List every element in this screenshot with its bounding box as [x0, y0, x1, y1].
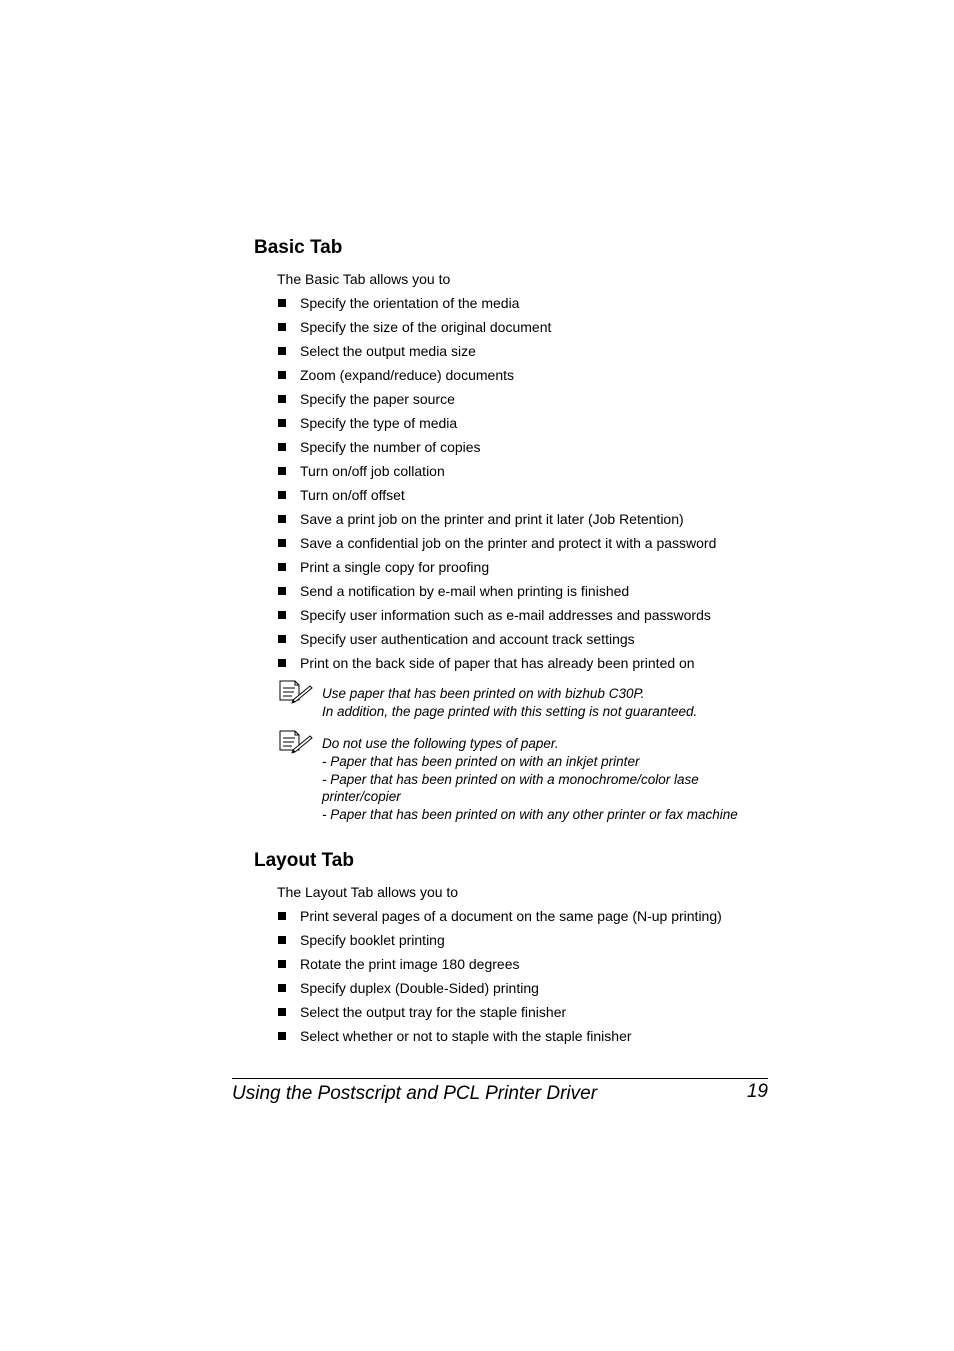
- square-bullet-icon: [278, 912, 286, 920]
- note-text: [322, 685, 697, 721]
- square-bullet-icon: [278, 635, 286, 643]
- list-item-text: Print on the back side of paper that has already been printed on: [300, 655, 695, 671]
- square-bullet-icon: [278, 467, 286, 475]
- note-text: [322, 735, 738, 824]
- list-item-text: Specify duplex (Double-Sided) printing: [300, 980, 539, 996]
- square-bullet-icon: [278, 984, 286, 992]
- square-bullet-icon: [278, 323, 286, 331]
- list-item-text: Specify the type of media: [300, 415, 458, 431]
- note-pencil-icon: [278, 680, 314, 704]
- square-bullet-icon: [278, 299, 286, 307]
- list-item-text: Send a notification by e-mail when printing is finished: [300, 583, 630, 599]
- list-item-text: Specify user authentication and account track settings: [300, 631, 635, 647]
- square-bullet-icon: [278, 419, 286, 427]
- square-bullet-icon: [278, 371, 286, 379]
- list-item-text: Specify booklet printing: [300, 932, 445, 948]
- square-bullet-icon: [278, 587, 286, 595]
- footer-title: Using the Postscript and PCL Printer Driver: [232, 1083, 598, 1104]
- square-bullet-icon: [278, 347, 286, 355]
- square-bullet-icon: [278, 1032, 286, 1040]
- note-line: Do not use the following types of paper.: [322, 736, 559, 751]
- note-line: printer/copier: [322, 789, 401, 805]
- square-bullet-icon: [278, 491, 286, 499]
- square-bullet-icon: [278, 611, 286, 619]
- basic-tab-intro: The Basic Tab allows you to: [277, 271, 451, 287]
- note-line: - Paper that has been printed on with a monochrome/color lase: [322, 771, 699, 787]
- list-item-text: Select the output media size: [300, 343, 476, 359]
- list-item-text: Turn on/off job collation: [300, 463, 445, 479]
- footer-rule: [232, 1078, 768, 1079]
- list-item-text: Specify the size of the original document: [300, 319, 552, 335]
- note-line: In addition, the page printed with this setting is not guaranteed.: [322, 703, 698, 719]
- page-number: 19: [746, 1081, 768, 1102]
- square-bullet-icon: [278, 936, 286, 944]
- list-item-text: Specify the paper source: [300, 391, 455, 407]
- note-line: - Paper that has been printed on with an inkjet printer: [322, 753, 640, 769]
- square-bullet-icon: [278, 659, 286, 667]
- list-item-text: Print a single copy for proofing: [300, 559, 490, 575]
- square-bullet-icon: [278, 1008, 286, 1016]
- list-item-text: Save a confidential job on the printer and protect it with a password: [300, 535, 717, 551]
- basic-tab-heading: Basic Tab: [254, 237, 343, 258]
- square-bullet-icon: [278, 563, 286, 571]
- list-item-text: Specify the orientation of the media: [300, 295, 520, 311]
- square-bullet-icon: [278, 960, 286, 968]
- square-bullet-icon: [278, 515, 286, 523]
- list-item-text: Turn on/off offset: [300, 487, 405, 503]
- list-item-text: Select the output tray for the staple finisher: [300, 1004, 567, 1020]
- layout-tab-intro: The Layout Tab allows you to: [277, 884, 459, 900]
- square-bullet-icon: [278, 539, 286, 547]
- square-bullet-icon: [278, 395, 286, 403]
- list-item-text: Specify user information such as e-mail addresses and passwords: [300, 607, 711, 623]
- list-item-text: Save a print job on the printer and print it later (Job Retention): [300, 511, 684, 527]
- square-bullet-icon: [278, 443, 286, 451]
- list-item-text: Zoom (expand/reduce) documents: [300, 367, 514, 383]
- list-item-text: Print several pages of a document on the same page (N-up printing): [300, 908, 722, 924]
- note-line: - Paper that has been printed on with any other printer or fax machine: [322, 807, 738, 823]
- list-item-text: Rotate the print image 180 degrees: [300, 956, 520, 972]
- note-pencil-icon: [278, 730, 314, 754]
- note-line: Use paper that has been printed on with bizhub C30P.: [322, 686, 645, 701]
- layout-tab-heading: Layout Tab: [254, 850, 354, 871]
- list-item-text: Select whether or not to staple with the staple finisher: [300, 1028, 632, 1044]
- list-item-text: Specify the number of copies: [300, 439, 481, 455]
